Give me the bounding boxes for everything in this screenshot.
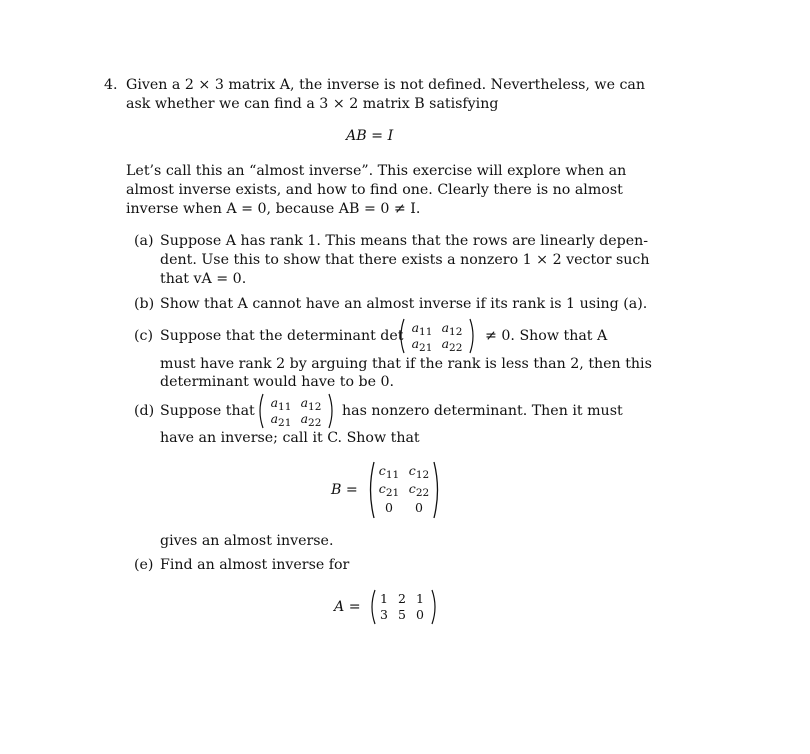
part-c-line-2: must have rank 2 by arguing that if the rank is less than 2, then this [160,356,652,372]
intro-line-1: Given a 2 × 3 matrix A, the inverse is not defined. Nevertheless, we can [126,77,646,93]
a-matrix-lhs: A = [334,599,361,615]
matrix-a [368,589,440,625]
matrix-cell: $c_{12}$ [408,463,430,481]
matrix-cell: 0 [385,500,393,515]
cell-sub: 11 [385,469,400,481]
paragraph-line-2: almost inverse exists, and how to find one. Clearly there is no almost [126,182,623,198]
matrix-b [366,461,442,519]
matrix-c-a2x2 [397,318,477,354]
right-paren-icon [431,589,439,625]
matrix-cell: $a_{11}$ [270,395,292,413]
matrix-cell: 2 [398,591,406,606]
matrix-cell: 5 [398,607,406,622]
part-b-line-1: Show that A cannot have an almost inverse if its rank is 1 using (a). [160,296,648,312]
right-paren-icon [328,393,336,429]
cell-sub: 12 [308,401,322,413]
matrix-cell: $a_{12}$ [441,320,463,338]
left-paren-icon [397,318,405,354]
part-a-line-3: that vA = 0. [160,271,247,287]
intro-line-2: ask whether we can find a 3 × 2 matrix B satisfying [126,96,499,112]
b-matrix-lhs: B = [331,482,358,498]
cell-sub: 22 [449,342,463,354]
matrix-cell: 0 [416,607,424,622]
left-paren-icon [368,589,376,625]
display-equation: AB = I [346,128,394,144]
matrix-cell: $c_{11}$ [378,463,400,481]
cell-sub: 21 [278,417,292,429]
part-d-line-2: have an inverse; call it C. Show that [160,430,420,446]
cell-sub: 21 [385,487,400,499]
cell-sub: 12 [449,326,463,338]
matrix-cell: $a_{11}$ [411,320,433,338]
cell-sub: 22 [415,487,430,499]
paragraph-line-1: Let’s call this an “almost inverse”. This exercise will explore when an [126,163,627,179]
left-paren-icon [256,393,264,429]
matrix-cell: 3 [380,607,388,622]
part-c-pre: Suppose that the determinant det [160,328,404,344]
matrix-cell: $a_{22}$ [441,336,463,354]
matrix-cell: 1 [416,591,424,606]
matrix-cell: $c_{22}$ [408,481,430,499]
matrix-cell: $a_{22}$ [300,411,322,429]
part-a-line-2: dent. Use this to show that there exists a nonzero 1 × 2 vector such [160,252,650,268]
part-b-label: (b) [134,296,155,312]
cell-sub: 11 [419,326,433,338]
cell-sub: 21 [419,342,433,354]
matrix-cell: 1 [380,591,388,606]
matrix-cell: 0 [415,500,423,515]
right-paren-icon [469,318,477,354]
cell-sub: 12 [415,469,430,481]
cell-sub: 11 [278,401,292,413]
part-c-label: (c) [134,328,154,344]
cell-sub: 22 [308,417,322,429]
matrix-cell: $a_{12}$ [300,395,322,413]
matrix-d-a2x2 [256,393,336,429]
part-c-line-3: determinant would have to be 0. [160,374,395,390]
part-d-after: gives an almost inverse. [160,533,334,549]
part-c-post: ≠ 0. Show that A [485,328,608,344]
part-d-post: has nonzero determinant. Then it must [342,403,623,419]
part-d-label: (d) [134,403,155,419]
matrix-cell: $a_{21}$ [411,336,433,354]
part-a-line-1: Suppose A has rank 1. This means that the rows are linearly depen- [160,233,649,249]
part-a-label: (a) [134,233,154,249]
part-d-pre: Suppose that [160,403,255,419]
right-paren-icon [433,461,442,519]
part-e-label: (e) [134,557,154,573]
part-e-line-1: Find an almost inverse for [160,557,350,573]
left-paren-icon [366,461,375,519]
matrix-cell: $c_{21}$ [378,481,400,499]
matrix-cell: $a_{21}$ [270,411,292,429]
paragraph-line-3: inverse when A = 0, because AB = 0 ≠ I. [126,201,421,217]
problem-number: 4. [104,77,118,93]
